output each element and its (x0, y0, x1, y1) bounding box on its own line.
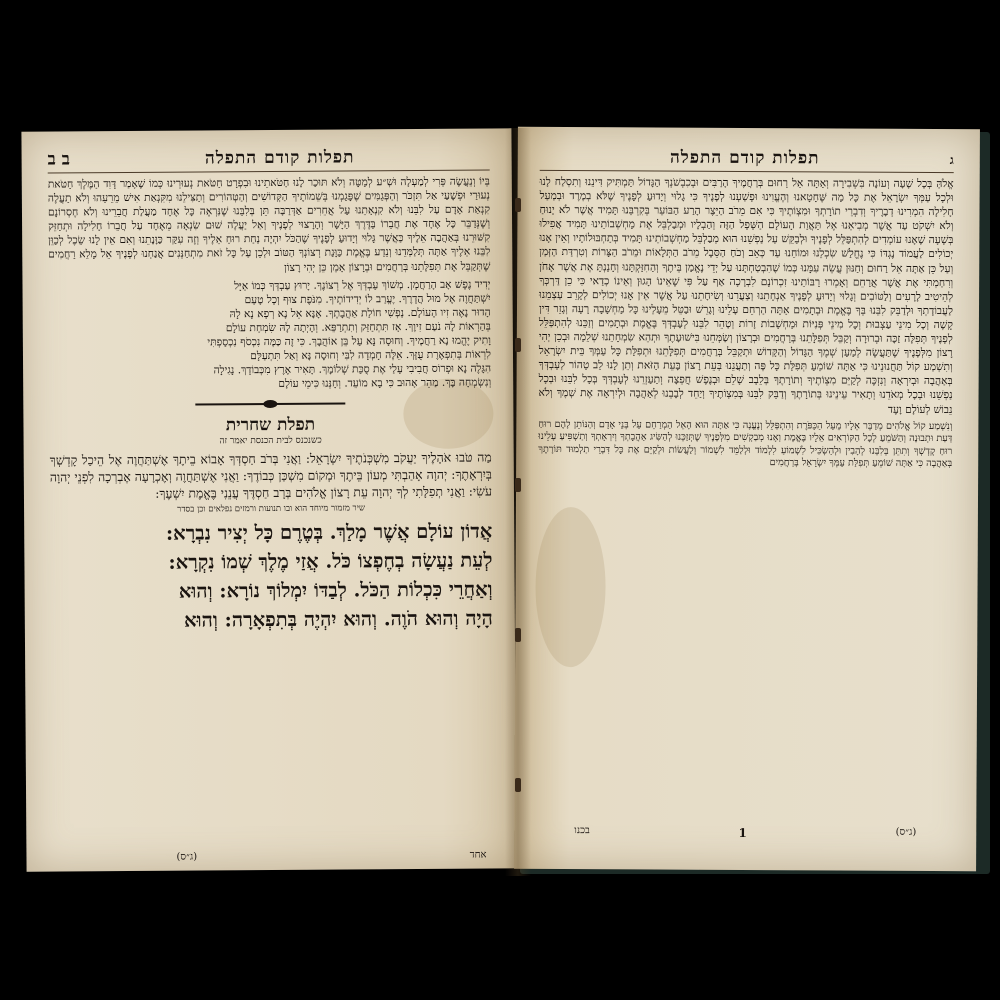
binding-stitch (515, 628, 521, 642)
binding-stitch (515, 198, 521, 212)
poem-line: הָדוּר נָאֶה זִיו הָעוֹלָם. נַפְשִׁי חוֹלַת אַהֲבָתֶךָ. אָנָּא אֵל נָא רְפָא נָא לָהּ (229, 306, 491, 321)
left-page-content (48, 146, 493, 635)
running-title: תפלות קודם התפלה (204, 147, 355, 169)
poem-line: הִגָּלֶה נָא וּפְרוֹס חֲבִיבִי עָלַי אֶת סֻכַּת שְׁלוֹמָךְ. תָּאִיר אֶרֶץ מִכְּבוֹדָךְ. נָגִילָה (213, 362, 492, 377)
left-footer (26, 849, 516, 863)
poem-line: יְדִיד נֶפֶשׁ אָב הָרַחֲמָן. מְשׁוֹךְ עַבְדְּךָ אֶל רְצוֹנֶךָ. יָרוּץ עַבְדְּךָ כְּמוֹ אַיָּל (234, 278, 491, 292)
poem-line: יִשְׁתַּחֲוֶה אֶל מוּל הֲדָרֶךָ. יֶעֱרַב לוֹ יְדִידוֹתֶיךָ. מִנֹּפֶת צוּף וְכָל טָעַם (244, 292, 491, 306)
right-page (514, 127, 980, 871)
section-title: תפלת שחרית (225, 415, 316, 436)
paper-stain (535, 507, 606, 667)
poem-line: וְנִשְׂמְחָה בָּךְ. מַהֵר אָהוּב כִּי בָא מוֹעֵד. וְחָנֵּנוּ כִּימֵי עוֹלָם (278, 376, 492, 391)
hymn-line: לְעֵת נַעֲשָׂה בְחֶפְצוֹ כֹּל. אֲזַי מֶלֶךְ שְׁמוֹ נִקְרָא: (168, 548, 493, 575)
poem-line: וָתִיק יֶהֱמוּ נָא רַחֲמֶיךָ. וְחוּסָה נָּא עַל בֵּן אוֹהֲבָךְ. כִּי זֶה כַּמֶּה נִכְסֹף נִכְסַפְתִּי (207, 334, 491, 349)
footer-catchword: בכנו (574, 825, 590, 837)
footer-signature: (ג״ס) (895, 826, 917, 838)
hymn-line: אֲדוֹן עוֹלָם אֲשֶׁר מָלַךְ. בְּטֶרֶם כָּל יְצִיר נִבְרָא: (165, 519, 493, 546)
binding-stitch (515, 338, 521, 352)
right-footer (514, 825, 976, 841)
footer-signature: (ג״ס) (176, 851, 198, 863)
footer-number: 1 (738, 825, 747, 841)
running-title: תפלות קודם התפלה (669, 147, 820, 169)
left-page (21, 128, 516, 871)
poem-line: בְּהַרְאוֹת לָהּ נֹעַם זִיוֶךָ. אָז תִּתְחַזֵּק וְתִתְרַפֵּא. וְהָיְתָה לָהּ שִׂמְחַת עוֹלָם (225, 320, 491, 335)
right-running-head (540, 147, 954, 173)
left-running-head (48, 146, 490, 173)
right-page-content (538, 147, 954, 475)
binding-stitch (515, 478, 521, 492)
page-marker: ב ב (47, 149, 70, 170)
poem-line: לִרְאוֹת בְּתִפְאֶרֶת עֻזָּךְ. אֵלֶּה חָמְדָה לִבִּי וְחוּסָה נָּא וְאַל תִּתְעַלָּם (250, 348, 492, 363)
ornamental-divider (195, 399, 345, 410)
poem-block (48, 277, 491, 393)
hymn-line: וְאַחֲרֵי כִּכְלוֹת הַכֹּל. לְבַדּוֹ יִמְלוֹךְ נוֹרָא: וְהוּא (178, 577, 493, 604)
binding-stitch (515, 778, 521, 792)
prayer-paragraph: אֱלֹהַּ בְּכָל שָׁעָה וְעוֹנָה בִּשְׁבִירָה וְאַתָּה אֵל רַחוּם בְּרַחֲמֶיךָ הָרַבִּים וּבְכִבְשֹׁנְךָ הַגָּדוֹל תַּמְתִּיק דִּינֵנוּ וְתִסְלַח לָנוּ וּלְכָל עַמְּךָ יִשְׂרָאֵל אֶת כָּל מַה שֶּׁחָטָאנוּ וְהֶעֱוִינוּ וּפָשַׁעְנוּ לְפָנֶיךָ כִּי גָלוּי וְיָדוּעַ לְפָנֶיךָ שֶׁלֹּא בְמֶרֶד וּבְמַעַל חָלִילָה הִמְרִינוּ דְבָרֶיךָ וְדִבְרֵי תוֹרָתְךָ וּמִצְוֹתֶיךָ כִּי אִם מֵרֹב הַיֵּצֶר הָרַע הַבּוֹעֵר בְּקִרְבֵּנוּ תָּמִיד אֲשֶׁר לֹא יָנוּחַ וְלֹא יִשְׁקֹט עַד אֲשֶׁר מְבִיאֵנוּ אֶל תַּאֲוַת הָעוֹלָם הַשָּׁפָל הַזֶּה וְהַבְלָיו וּמְבַלְבֵּל אֶת מַחְשְׁבוֹתֵינוּ תָּמִיד אֲפִילוּ בְּשָׁעָה שֶׁאָנוּ עוֹמְדִים לְהִתְפַּלֵּל לְפָנֶיךָ וּלְבַקֵּשׁ עַל נַפְשֵׁנוּ הוּא מְבַלְבֵּל מַחְשְׁבוֹתֵינוּ תָּמִיד בְּתַחְבּוּלוֹתָיו וְאֵין אָנוּ יְכוֹלִים לַעֲמוֹד נֶגְדּוֹ כִּי נֶחֱלַשׁ שִׂכְלֵנוּ וּמוֹחֵנוּ עַד כְּאֵב וְכֹחַ הַסֵּבֶל מֵרֹב הַתְּלָאוֹת וּמֵרֹב הַצָּרוֹת וְטִרְדַּת הַזְּמַן וְעַל כֵּן אַתָּה אֵל רַחוּם וְחַנּוּן עֲשֵׂה עִמָּנוּ כְּמוֹ שֶׁהִבְטַחְתָּנוּ עַל יְדֵי נֶאֱמַן בֵּיתֶךָ וְהַחִזַּקְתָּנוּ וְחָנַנְתָּ אֶת אֲשֶׁר אָחֹן וְרִחַמְתִּי אֶת אֲשֶׁר אֲרַחֵם וְאָמְרוּ רַבּוֹתֵינוּ זִכְרוֹנָם לִבְרָכָה אַף עַל פִּי שֶׁאֵינוֹ הָגוּן וְאֵינוֹ כְדַאי כִּי כֵן דַּרְכְּךָ לְהֵיטִיב לָרָעִים וְלַטּוֹבִים וְגָלוּי וְיָדוּעַ לְפָנֶיךָ אַנְחָתֵנוּ וְצַעֲרֵנוּ וְשִׂיחָתֵנוּ עַל אֲשֶׁר אֵין אָנוּ יְכוֹלִים לְקָרֵב עַצְמֵנוּ לַעֲבוֹדָתְךָ וּלְדַבֵּק לִבֵּנוּ בְּךָ בֶּאֱמֶת וּבְתָמִים אַתָּה הַרְחֵם עָלֵינוּ וְגָרֵשׁ וּבַטֵּל מֵעָלֵינוּ כָּל מַחְשָׁבָה רָעָה וְגָזֵר דִּין קָשֶׁה וְכָל מִינֵי עַצְבוּת וְכָל מִינֵי פְּנִיּוֹת וּמַחְשָׁבוֹת זָרוֹת וְטָהֵר לִבֵּנוּ לְעָבְדְּךָ בֶּאֱמֶת וּבְתָמִים וְזַכֵּנוּ לְהִתְפַּלֵּל לְפָנֶיךָ תְּפִלָּה זַכָּה וּבְרוּרָה וְקַבֵּל תְּפִלָּתֵנוּ בְּרַחֲמִים וּבְרָצוֹן וְשַׂמְּחֵנוּ בִּישׁוּעָתֶךָ וּתְהֵא שִׂמְחָתֵנוּ שְׁלֵמָה וּבְכֵן יְהִי רָצוֹן מִלְּפָנֶיךָ שֶׁתַּעֲשֶׂה לְמַעַן שְׁמֶךָ הַגָּדוֹל וְהַקָּדוֹשׁ וּתְקַבֵּל בְּרַחֲמִים תְּפִלָּתֵנוּ וּתְפִלַּת כָּל עַמְּךָ בֵּית יִשְׂרָאֵל וְתִשְׁמַע קוֹל תַּחֲנוּנֵינוּ כִּי אַתָּה שׁוֹמֵעַ תְּפִלַּת כָּל פֶּה וְתַעֲנֵנוּ בְּעֵת רָצוֹן בָּעֵת הַזֹּאת וְתֵן לָנוּ לֵב טָהוֹר לְעָבְדְּךָ בְּאַהֲבָה וּבְיִרְאָה וְנִזְכֶּה לְקַיֵּם מִצְוֹתֶיךָ וְתוֹרָתֶךָ בְּלֵבָב שָׁלֵם וּבְנֶפֶשׁ חֲפֵצָה וְתַעַזְרֵנוּ לְעָבְדְּךָ בְּכָל לִבֵּנוּ וּבְכָל נַפְשֵׁנוּ וּבְכָל מְאֹדֵנוּ וְתָאִיר עֵינֵינוּ בְּתוֹרָתֶךָ וְדַבֵּק לִבֵּנוּ בְּמִצְוֹתֶיךָ וְיַחֵד לְבָבֵנוּ לְאַהֲבָה וּלְיִרְאָה אֶת שְׁמֶךָ וְלֹא נֵבוֹשׁ לְעוֹלָם וָעֶד (538, 175, 954, 416)
prayer-paragraph: בְּיוֹ וְנֵעֲשֶׂה פְּרִי לְמַעְלָה וּשְׁ״ע לְמַטָּה וְלֹא תּוּכַר לָנוּ חַטֹּאתֵינוּ וּבִפְרָט חַטֹּאת נְעוּרֵינוּ כְּמוֹ שֶׁאָמַר דָּוִד הַמֶּלֶךְ חַטֹּאת נְעוּרַי וּפְשָׁעַי אַל תִּזְכֹּר וְהַפְּגַמִּים שֶׁפָּגַמְנוּ בְּשֵׁמוֹתֶיךָ הַקְּדוֹשִׁים וְהַטְּהוֹרִים וְתַצִּילֵנוּ מִקִּנְאַת אִישׁ מֵרֵעֵהוּ וְלֹא תַעֲלֶה קִנְאַת אָדָם עַל לִבֵּנוּ וְלֹא קִנְאָתֵנוּ עַל אֲחֵרִים אַדְּרַבָּה תֵּן בְּלִבֵּנוּ שֶׁנִּרְאֶה כָּל אֶחָד מַעֲלַת חֲבֵרֵינוּ וְלֹא חֶסְרוֹנָם וְשֶׁנְּדַבֵּר כָּל אֶחָד אֶת חֲבֵרוֹ בַּדֶּרֶךְ הַיָּשָׁר וְהָרָצוּי לְפָנֶיךָ וְאַל יַעֲלֶה שׁוּם שִׂנְאָה מֵאֶחָד עַל חֲבֵרוֹ חָלִילָה וּתְחַזֵּק קִשּׁוּרֵנוּ בְּאַהֲבָה אֵלֶיךָ כַּאֲשֶׁר גָּלוּי וְיָדוּעַ לְפָנֶיךָ שֶׁהַכֹּל יִהְיֶה נַחַת רוּחַ אֵלֶיךָ וְזֶה עִקַּר כַּוָּנָתֵנוּ וְאִם אֵין לָנוּ שֵׂכֶל לְכַוֵּן לִבֵּנוּ אֵלֶיךָ אַתָּה תְּלַמְּדֵנוּ וְנֵדַע בֶּאֱמֶת כַּוָּנַת רְצוֹנְךָ הַטּוֹב וּלְכֵן עַל כָּל זֹאת מִתְחַנְּנִים אֲנַחְנוּ לְפָנֶיךָ אֵל מָלֵא רַחֲמִים שֶׁתְּקַבֵּל אֶת תְּפִלָּתֵנוּ בְּרַחֲמִים וּבְרָצוֹן אָמֵן כֵּן יְהִי רָצוֹן (47, 175, 491, 274)
book-gutter (505, 128, 531, 876)
open-book (20, 128, 982, 876)
page-marker: ג (949, 153, 954, 168)
instruction-line: שיר מזמור מיוחד הוא ובו תנועות ורמזים נפלאים וכן בסדר (177, 503, 366, 516)
section-subtitle: כשנכנס לבית הכנסת יאמר זה (219, 436, 322, 447)
prayer-paragraph-small: וְנִשְׁמַע קוֹל אֱלֹהִים מְדַבֵּר אֵלָיו מֵעַל הַכַּפֹּרֶת וְהִתְפַּלֵּל וְנֶעֱנָה כִּי אַתָּה הוּא הָאֵל הַמְרַחֵם עַל בְּנֵי אָדָם וְהַנּוֹתֵן לָהֶם רוּחַ דַּעַת וּתְבוּנָה וְהַשֹּׁמֵעַ לְכָל הַקּוֹרְאִים אֵלָיו בֶּאֱמֶת וְאָנוּ מְבַקְשִׁים מִלְּפָנֶיךָ שֶׁתְּזַכֵּנוּ לְהַשִּׂיג אַהֲבָתְךָ וְיִרְאָתְךָ וְתַשְׁפִּיעַ עָלֵינוּ רוּחַ קָדְשְׁךָ וְתִתֵּן בְּלִבֵּנוּ לְהָבִין וּלְהַשְׂכִּיל לִשְׁמוֹעַ לִלְמוֹד וּלְלַמֵּד לִשְׁמוֹר וְלַעֲשׂוֹת וּלְקַיֵּם אֶת כָּל דִּבְרֵי תַלְמוּד תּוֹרָתֶךָ בְּאַהֲבָה כִּי אַתָּה שׁוֹמֵעַ תְּפִלַּת עַמְּךָ יִשְׂרָאֵל בְּרַחֲמִים (538, 418, 953, 470)
hymn-line: הָיָה וְהוּא הֹוֶה. וְהוּא יִהְיֶה בְּתִפְאָרָה: וְהוּא (184, 606, 493, 633)
footer-catchword: אחד (469, 849, 487, 861)
verse-text: מַה טֹּבוּ אֹהָלֶיךָ יַעֲקֹב מִשְׁכְּנֹתֶיךָ יִשְׂרָאֵל: וַאֲנִי בְּרֹב חַסְדְּךָ אָבוֹא בֵיתֶךָ אֶשְׁתַּחֲוֶה אֶל הֵיכַל קָדְשְׁךָ בְּיִרְאָתֶךָ: יְהוָה אָהַבְתִּי מְעוֹן בֵּיתֶךָ וּמְקוֹם מִשְׁכַּן כְּבוֹדֶךָ: וַאֲנִי אֶשְׁתַּחֲוֶה וְאֶכְרָעָה אֶבְרְכָה לִפְנֵי יְהוָה עֹשִׂי: וַאֲנִי תְפִלָּתִי לְךָ יְהוָה עֵת רָצוֹן אֱלֹהִים בְּרָב חַסְדֶּךָ עֲנֵנִי בֶּאֱמֶת יִשְׁעֶךָ: (49, 449, 492, 502)
